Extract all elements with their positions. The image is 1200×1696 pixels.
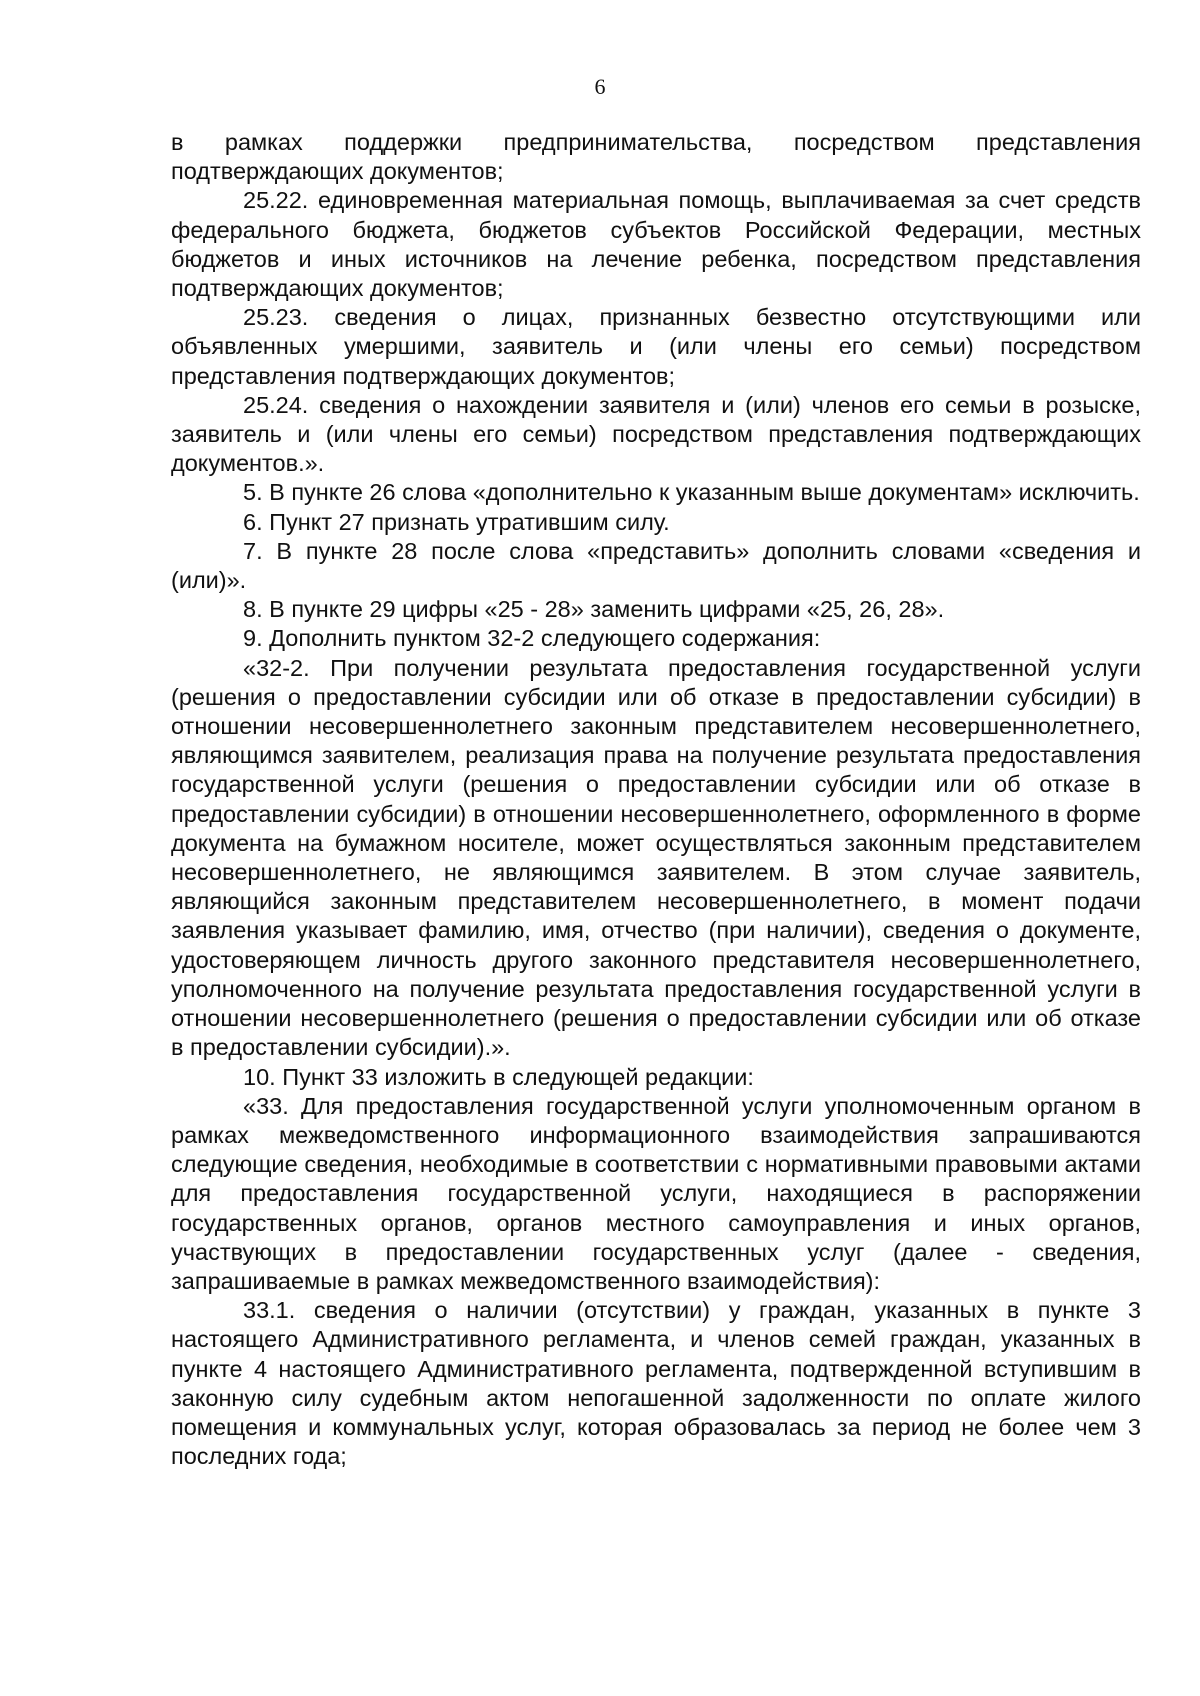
paragraph: 10. Пункт 33 изложить в следующей редакции: — [243, 1063, 754, 1090]
paragraph: 7. В пункте 28 после слова «представить» дополнить словами «сведения и (или)». — [171, 537, 1141, 594]
paragraph: «32-2. При получении результата предоставления государственной услуги (решения о предоставлении субсидии или об отказе в предоставлении субсидии) в отношении несовершеннолетнего законным представителем несовершеннолетнего, являющимся заявителем, реализация права на получение результата предоставления государственной услуги (решения о предоставлении субсидии или об отказе в предоставлении субсидии) в отношении несовершеннолетнего, оформленного в форме документа на бумажном носителе, может осуществляться законным представителем несовершеннолетнего, не являющимся заявителем. В этом случае заявитель, являющийся законным представителем несовершеннолетнего, в момент подачи заявления указывает фамилию, имя, отчество (при наличии), сведения о документе, удостоверяющем личность другого законного представителя несовершеннолетнего, уполномоченного на получение результата предоставления государственной услуги в отношении несовершеннолетнего (решения о предоставлении субсидии или об отказе в предоставлении субсидии).». — [171, 654, 1141, 1061]
paragraph: 8. В пункте 29 цифры «25 - 28» заменить цифрами «25, 26, 28». — [243, 596, 945, 623]
paragraph: в рамках поддержки предпринимательства, посредством представления подтверждающих документов; — [171, 129, 1141, 185]
paragraph: 33.1. сведения о наличии (отсутствии) у граждан, указанных в пункте 3 настоящего Административного регламента, и членов семей граждан, указанных в пункте 4 настоящего Административного регламента, подтвержденной вступившим в законную силу судебным актом непогашенной задолженности по оплате жилого помещения и коммунальных услуг, которая образовалась за период не более чем 3 последних года; — [171, 1297, 1141, 1470]
paragraph: 25.23. сведения о лицах, признанных безвестно отсутствующими или объявленных умершими, заявитель и (или члены его семьи) посредством представления подтверждающих документов; — [171, 304, 1141, 389]
paragraph: 5. В пункте 26 слова «дополнительно к указанным выше документам» исключить. — [243, 479, 1140, 506]
paragraph: 6. Пункт 27 признать утратившим силу. — [243, 508, 670, 535]
document-body — [171, 128, 1141, 1471]
paragraph: «33. Для предоставления государственной услуги уполномоченным органом в рамках межведомственного информационного взаимодействия запрашиваются следующие сведения, необходимые в соответствии с нормативными правовыми актами для предоставления государственной услуги, находящиеся в распоряжении государственных органов, органов местного самоуправления и иных органов, участвующих в предоставлении государственных услуг (далее - сведения, запрашиваемые в рамках межведомственного взаимодействия): — [171, 1092, 1141, 1294]
paragraph: 25.22. единовременная материальная помощь, выплачиваемая за счет средств федерального бюджета, бюджетов субъектов Российской Федерации, местных бюджетов и иных источников на лечение ребенка, посредством представления подтверждающих документов; — [171, 187, 1141, 302]
paragraph: 9. Дополнить пунктом 32-2 следующего содержания: — [243, 625, 821, 652]
page-number: 6 — [594, 74, 606, 99]
paragraph: 25.24. сведения о нахождении заявителя и (или) членов его семьи в розыске, заявитель и (или члены его семьи) посредством представления подтверждающих документов.». — [171, 391, 1141, 477]
